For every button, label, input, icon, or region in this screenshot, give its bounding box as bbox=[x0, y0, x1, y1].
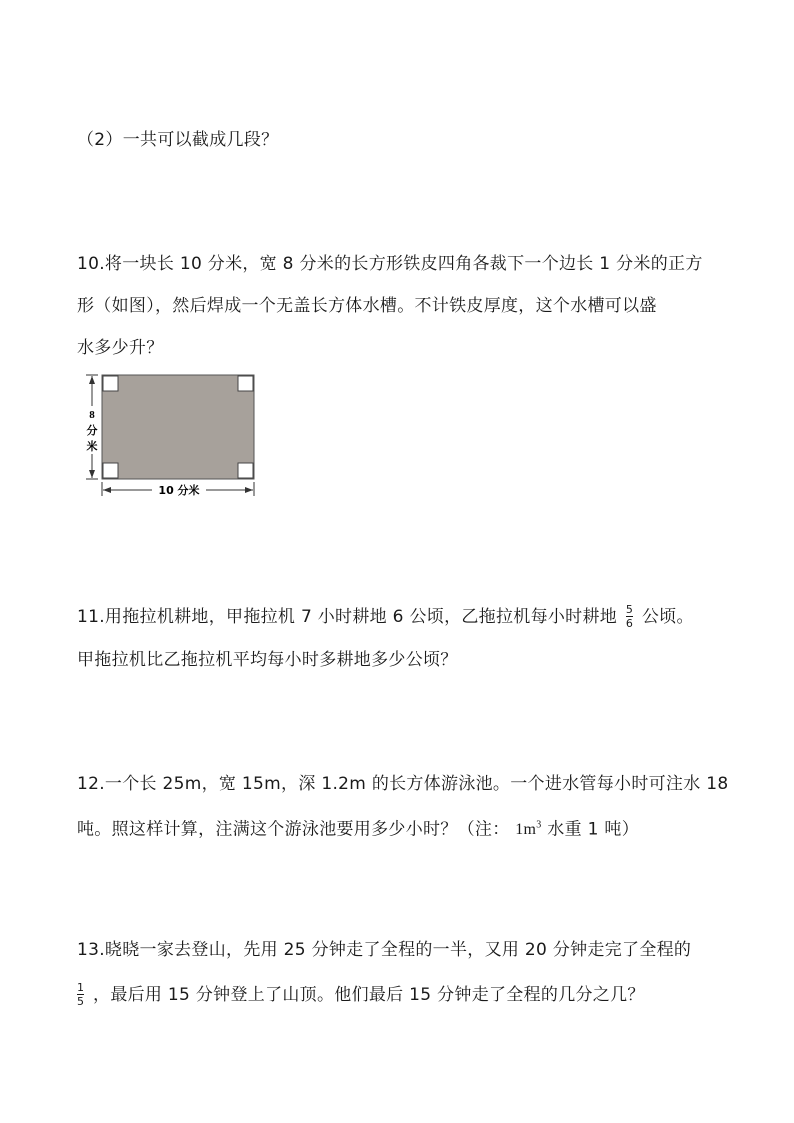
height-unit-1: 分 bbox=[86, 424, 98, 437]
q12-unit-base: 1m bbox=[515, 821, 537, 839]
height-unit-2: 米 bbox=[86, 440, 98, 453]
q13-line-2 bbox=[77, 982, 645, 1008]
corner-square-br bbox=[238, 463, 253, 478]
corner-square-tl bbox=[103, 376, 118, 391]
q11-frac-num: 5 bbox=[625, 603, 634, 616]
q12-unit bbox=[515, 821, 541, 838]
q13-frac-den: 5 bbox=[77, 995, 85, 1008]
q10-line-1: 10.将一块长 10 分米，宽 8 分米的长方形铁皮四角各裁下一个边长 1 分米的正方 bbox=[77, 254, 703, 274]
q9-sub2-text: （2）一共可以截成几段？ bbox=[77, 130, 279, 150]
q12-line-1: 12.一个长 25m，宽 15m，深 1.2m 的长方体游泳池。一个进水管每小时可注水 18 bbox=[77, 774, 729, 794]
q12-line-2-post: 水重 1 吨） bbox=[547, 819, 640, 840]
q12-line-2-pre: 吨。照这样计算，注满这个游泳池要用多少小时？（注： bbox=[77, 819, 510, 840]
tin-sheet-figure bbox=[84, 372, 260, 498]
corner-square-tr bbox=[238, 376, 253, 391]
tin-sheet bbox=[102, 375, 254, 479]
tin-sheet-diagram bbox=[84, 372, 260, 498]
q11-line-1-pre: 11.用拖拉机耕地，甲拖拉机 7 小时耕地 6 公顷，乙拖拉机每小时耕地 bbox=[77, 607, 618, 627]
q10-line-3: 水多少升？ bbox=[77, 338, 164, 358]
q11-line-2: 甲拖拉机比乙拖拉机平均每小时多耕地多少公顷？ bbox=[77, 650, 458, 670]
height-label: 8 bbox=[89, 409, 95, 421]
q11-fraction bbox=[626, 604, 633, 630]
q11-line-1 bbox=[77, 604, 694, 630]
q12-line-2 bbox=[77, 814, 639, 842]
width-label: 10 分米 bbox=[158, 484, 200, 497]
q13-fraction bbox=[77, 982, 84, 1008]
corner-square-bl bbox=[103, 463, 118, 478]
q13-line-1: 13.晓晓一家去登山，先用 25 分钟走了全程的一半，又用 20 分钟走完了全程的 bbox=[77, 940, 692, 960]
q12-unit-exp: 3 bbox=[536, 820, 542, 831]
q11-frac-den: 6 bbox=[625, 617, 634, 630]
q13-line-2-post: ，最后用 15 分钟登上了山顶。他们最后 15 分钟走了全程的几分之几？ bbox=[93, 985, 645, 1005]
q11-line-1-post: 公顷。 bbox=[641, 607, 694, 627]
q13-frac-num: 1 bbox=[77, 981, 85, 994]
q10-line-2: 形（如图），然后焊成一个无盖长方体水槽。不计铁皮厚度，这个水槽可以盛 bbox=[77, 296, 657, 316]
